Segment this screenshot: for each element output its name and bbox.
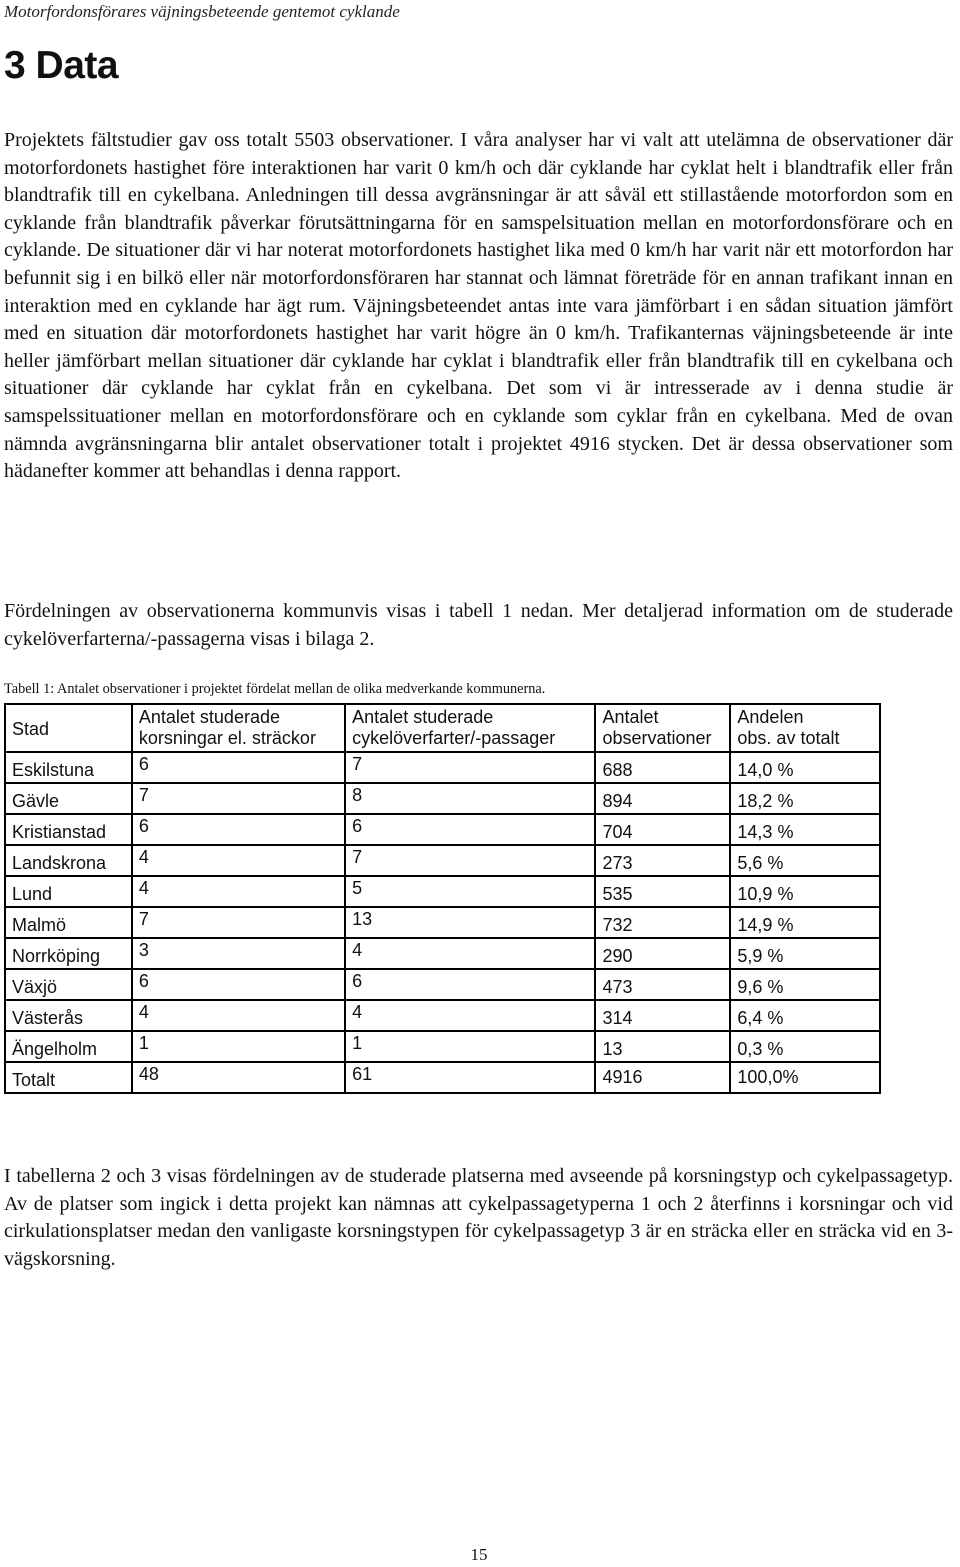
cell-observationer: 535 [595,876,730,907]
cell-passager: 1 [345,1031,595,1062]
cell-andel: 6,4 % [730,1000,880,1031]
table-row [5,907,880,938]
cell-passager: 7 [345,845,595,876]
cell-observationer: 314 [595,1000,730,1031]
cell-passager: 4 [345,1000,595,1031]
table-row [5,876,880,907]
cell-stad: Ängelholm [5,1031,132,1062]
header-passager-line1: Antalet studerade [352,707,494,727]
cell-stad: Eskilstuna [5,752,132,783]
cell-stad: Totalt [5,1062,132,1093]
cell-observationer: 13 [595,1031,730,1062]
header-stad: Stad [5,704,132,752]
table-row [5,938,880,969]
paragraph-intro: Projektets fältstudier gav oss totalt 5503 observationer. I våra analyser har vi valt att utelämna de observationer där motorfordonets hastighet före interaktionen har varit 0 km/h och där cyklande har cyklat helt i blandtrafik eller från blandtrafik till en cykelbana. Anledningen till dessa avgränsningar är att såväl ett stillastående motorfordon som en cyklande från blandtrafik påverkar förutsättningarna för en samspelsituation mellan en motorfordonsförare och en cyklande. De situationer där vi har noterat motorfordonets hastighet lika med 0 km/h har varit när ett motorfordon har befunnit sig i en bilkö eller när motorfordonsföraren har stannat och lämnat företräde för en annan trafikant innan en interaktion med en cyklande har ägt rum. Väjningsbeteendet antas inte vara jämförbart i en sådan situation jämfört med en situation där motorfordonets hastighet har varit högre än 0 km/h. Trafikanternas väjningsbeteende är inte heller jämförbart mellan situationer där cyklande har cyklat i blandtrafik eller från blandtrafik till en cykelbana och situationer där cyklande har cyklat från en cykelbana. Det som vi är intresserade av i denna studie är samspelssituationer mellan en motorfordonsförare och en cyklande som cyklar från en cykelbana. Med de ovan nämnda avgränsningarna blir antalet observationer totalt i projektet 4916 stycken. Det är dessa observationer som hädanefter kommer att behandlas i denna rapport. [4,129,953,483]
header-andel-line1: Andelen [737,707,804,727]
table-row [5,1000,880,1031]
cell-stad: Kristianstad [5,814,132,845]
header-observationer [595,704,730,752]
cell-korsningar: 6 [132,814,345,845]
cell-passager: 61 [345,1062,595,1093]
observations-table [4,703,881,1094]
cell-stad: Landskrona [5,845,132,876]
cell-andel: 14,9 % [730,907,880,938]
cell-stad: Norrköping [5,938,132,969]
cell-stad: Malmö [5,907,132,938]
table-row [5,1031,880,1062]
cell-stad: Västerås [5,1000,132,1031]
table-row [5,845,880,876]
cell-korsningar: 7 [132,907,345,938]
cell-korsningar: 6 [132,752,345,783]
cell-observationer: 273 [595,845,730,876]
cell-observationer: 732 [595,907,730,938]
cell-passager: 8 [345,783,595,814]
header-korsningar-line1: Antalet studerade [138,707,280,727]
cell-korsningar: 7 [132,783,345,814]
cell-observationer: 290 [595,938,730,969]
cell-andel: 14,3 % [730,814,880,845]
paragraph-site-types: I tabellerna 2 och 3 visas fördelningen av de studerade platserna med avseende på korsningstyp och cykelpassagetyp. Av de platser som ingick i detta projekt kan nämnas att cykelpassagetyperna 1 och 2 återfinns i korsningar och vid cirkulationsplatser medan den vanligaste korsningstypen för cykelpassagetyp 3 är en sträcka eller en sträcka vid en 3-vägskorsning. [4,1165,953,1270]
cell-passager: 5 [345,876,595,907]
cell-andel: 5,9 % [730,938,880,969]
page-number: 15 [470,1545,488,1564]
cell-passager: 7 [345,752,595,783]
table-caption: Tabell 1: Antalet observationer i projektet fördelat mellan de olika medverkande kommunerna. [4,681,546,697]
paragraph-table-reference: Fördelningen av observationerna kommunvis visas i tabell 1 nedan. Mer detaljerad information om de studerade cykelöverfarterna/-passagerna visas i bilaga 2. [4,600,953,650]
header-observationer-line2: observationer [602,728,712,748]
header-andel [730,704,880,752]
cell-korsningar: 6 [132,969,345,1000]
chapter-title: 3 Data [4,44,119,87]
table-row [5,814,880,845]
cell-korsningar: 4 [132,845,345,876]
cell-andel: 14,0 % [730,752,880,783]
table-total-row [5,1062,880,1093]
header-korsningar [132,704,345,752]
running-head: Motorfordonsförares väjningsbeteende gentemot cyklande [4,2,400,21]
cell-observationer: 473 [595,969,730,1000]
table-row [5,752,880,783]
cell-korsningar: 48 [132,1062,345,1093]
header-passager-line2: cykelöverfarter/-passager [352,728,556,748]
cell-passager: 6 [345,969,595,1000]
cell-passager: 6 [345,814,595,845]
cell-passager: 4 [345,938,595,969]
cell-stad: Gävle [5,783,132,814]
cell-korsningar: 1 [132,1031,345,1062]
cell-observationer: 688 [595,752,730,783]
cell-andel: 10,9 % [730,876,880,907]
cell-korsningar: 4 [132,1000,345,1031]
cell-andel: 18,2 % [730,783,880,814]
cell-korsningar: 4 [132,876,345,907]
cell-korsningar: 3 [132,938,345,969]
cell-andel: 0,3 % [730,1031,880,1062]
cell-stad: Växjö [5,969,132,1000]
cell-passager: 13 [345,907,595,938]
table-header-row [5,704,880,752]
header-andel-line2: obs. av totalt [737,728,840,748]
cell-observationer: 894 [595,783,730,814]
header-korsningar-line2: korsningar el. sträckor [138,728,316,748]
cell-stad: Lund [5,876,132,907]
cell-andel: 100,0% [730,1062,880,1093]
cell-andel: 5,6 % [730,845,880,876]
table-row [5,969,880,1000]
table-row [5,783,880,814]
cell-andel: 9,6 % [730,969,880,1000]
cell-observationer: 704 [595,814,730,845]
cell-observationer: 4916 [595,1062,730,1093]
header-passager [345,704,595,752]
header-observationer-line1: Antalet [602,707,659,727]
